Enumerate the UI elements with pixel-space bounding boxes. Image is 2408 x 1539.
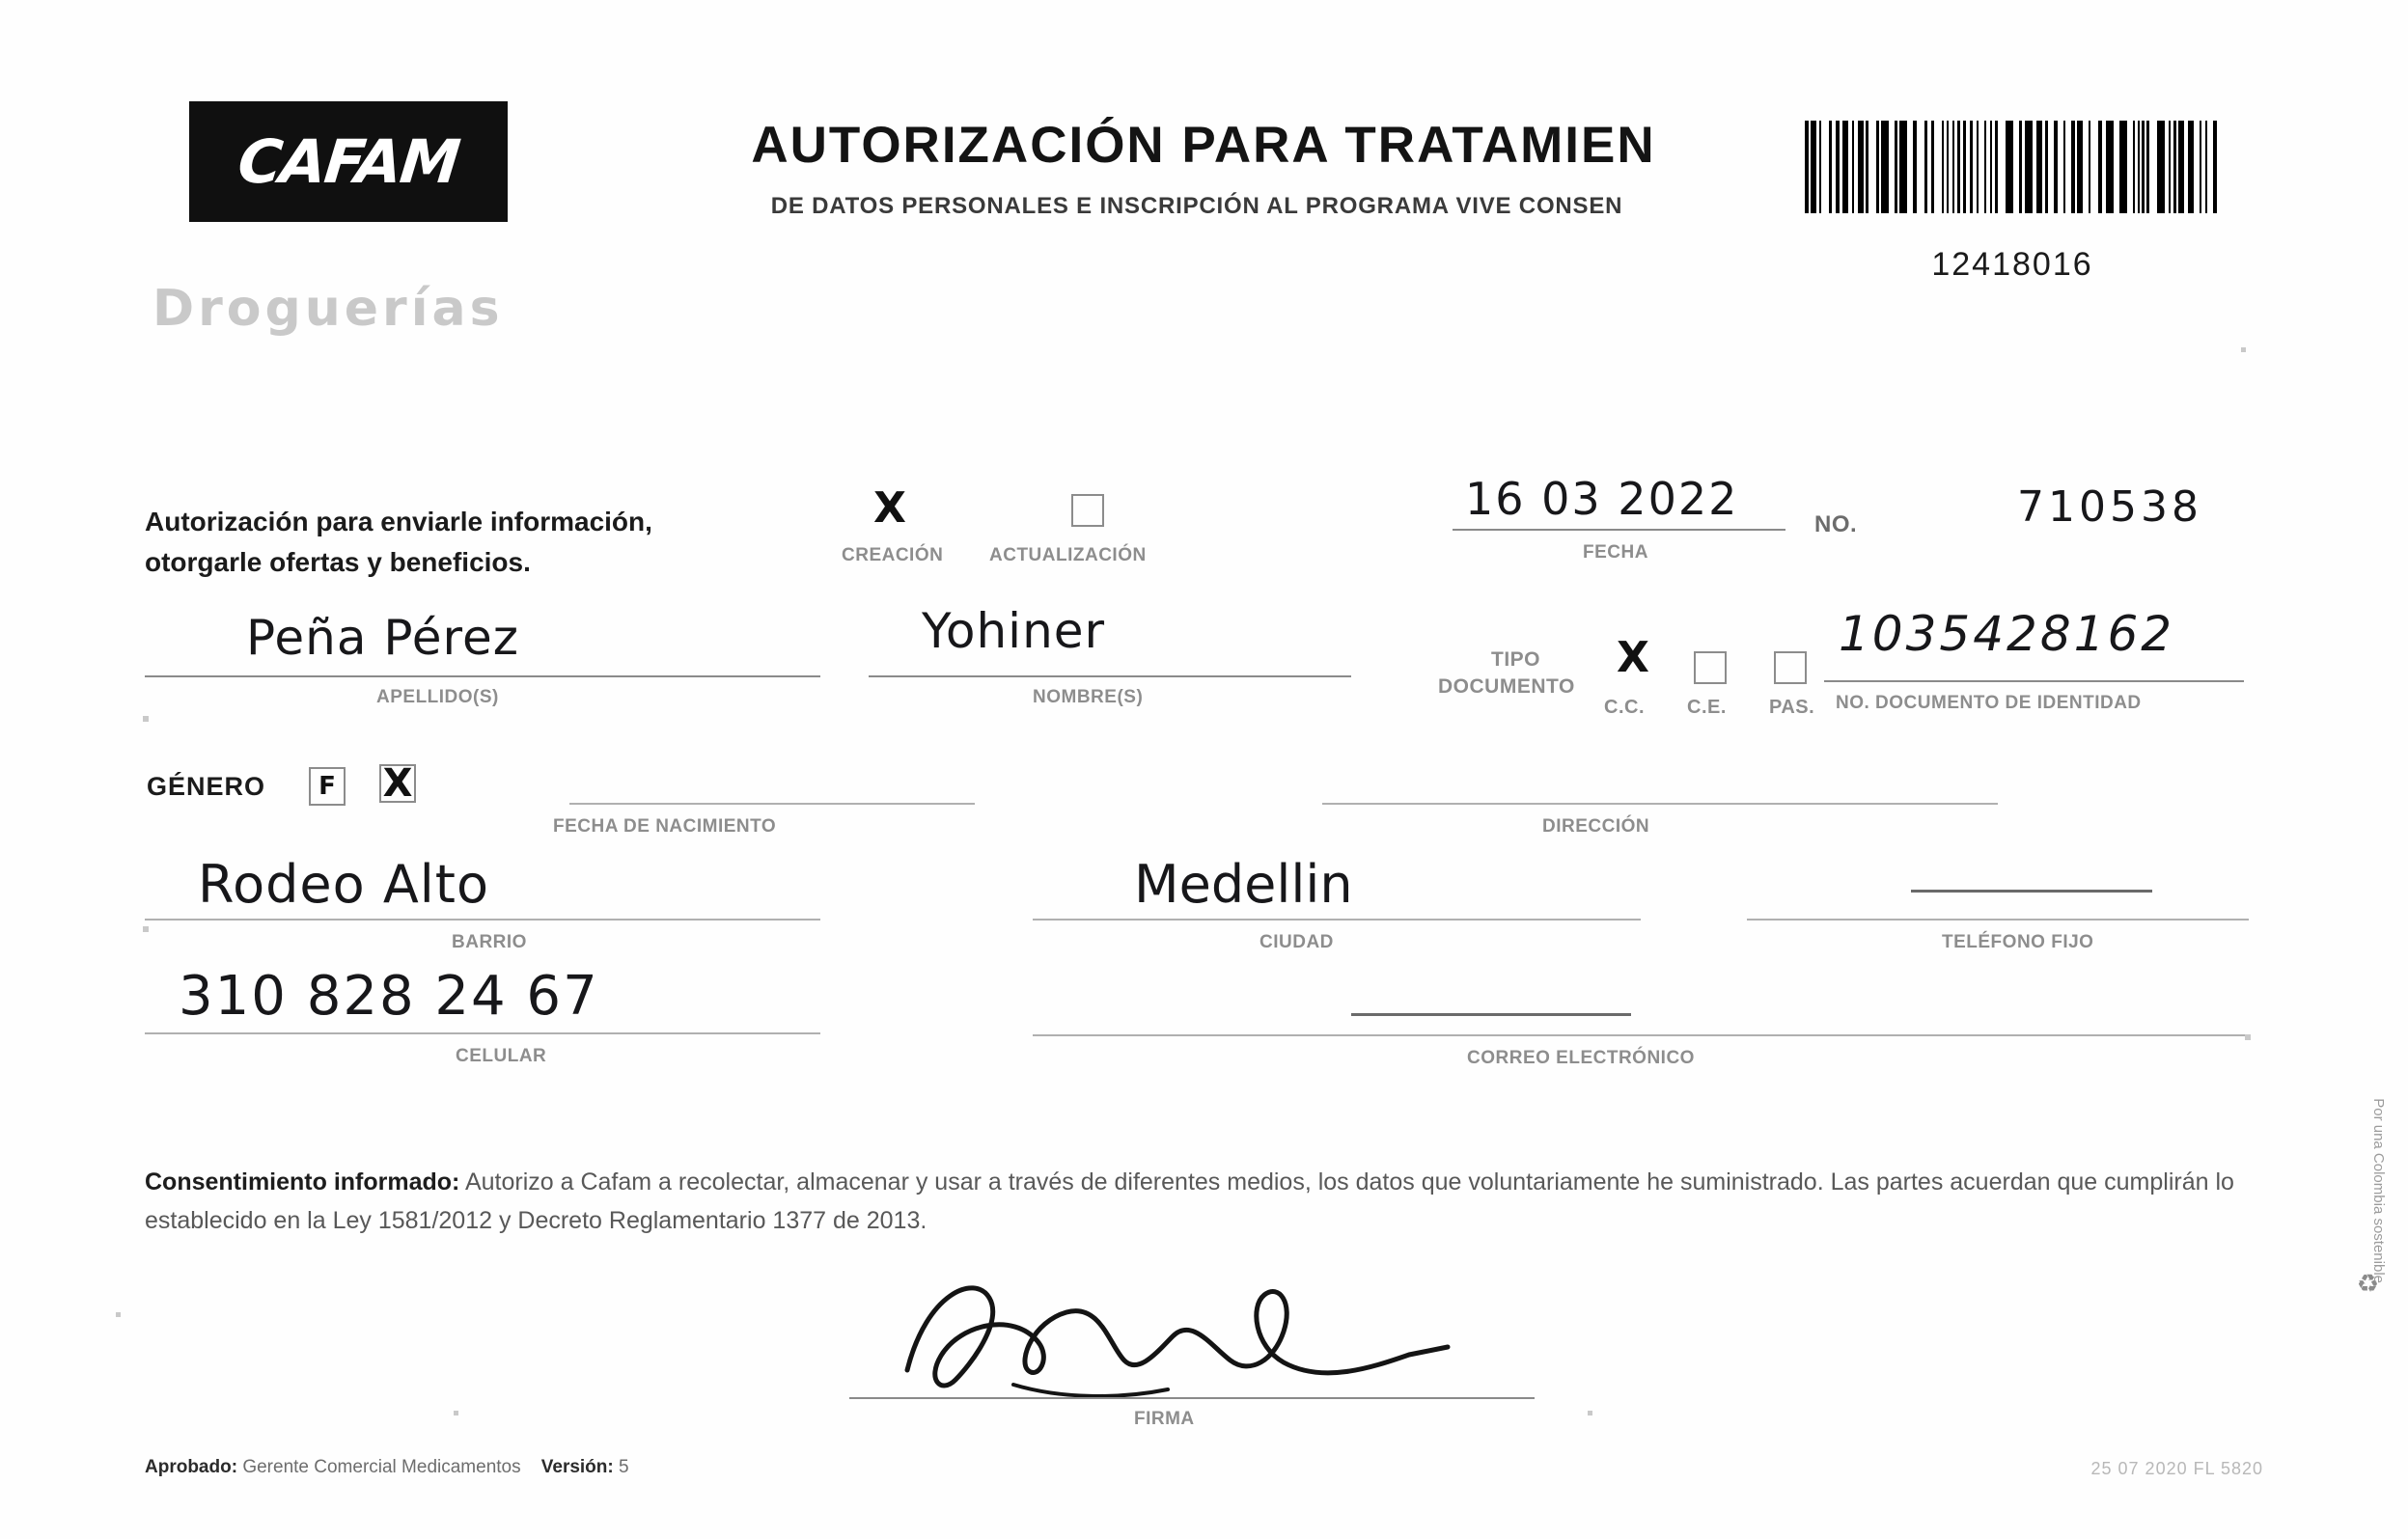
genero-m-checkbox[interactable] bbox=[379, 761, 416, 806]
documento-rule bbox=[1824, 680, 2244, 682]
footer-aprobado-label: Aprobado: bbox=[145, 1457, 238, 1477]
tipo-pas-label: PAS. bbox=[1769, 697, 1815, 718]
celular-value[interactable]: 310 828 24 67 bbox=[179, 965, 599, 1028]
tipo-cc-mark[interactable]: X bbox=[1617, 633, 1649, 682]
fecha-nacimiento-rule bbox=[569, 803, 975, 805]
creacion-label: CREACIÓN bbox=[842, 545, 944, 565]
correo-label: CORREO ELECTRÓNICO bbox=[1467, 1048, 1695, 1068]
consent-paragraph bbox=[145, 1163, 2239, 1240]
footer-code: 25 07 2020 FL 5820 bbox=[2090, 1459, 2263, 1478]
apellidos-label: APELLIDO(S) bbox=[376, 687, 499, 707]
scan-speck bbox=[143, 926, 149, 932]
telefono-fijo-strike bbox=[1911, 890, 2152, 893]
apellidos-rule bbox=[145, 675, 820, 677]
footer-aprobado-value: Gerente Comercial Medicamentos bbox=[242, 1457, 521, 1477]
barrio-label: BARRIO bbox=[452, 932, 527, 952]
cafam-logo-text: CAFAM bbox=[235, 126, 462, 197]
telefono-fijo-rule bbox=[1747, 919, 2249, 921]
scan-speck bbox=[454, 1411, 458, 1415]
barrio-value[interactable]: Rodeo Alto bbox=[198, 854, 489, 915]
consent-heading: Consentimiento informado: bbox=[145, 1168, 460, 1195]
ciudad-rule bbox=[1033, 919, 1641, 921]
footer-version-label: Versión: bbox=[540, 1457, 614, 1477]
footer-version-value: 5 bbox=[619, 1457, 629, 1477]
tipo-documento-label-2: DOCUMENTO bbox=[1438, 675, 1575, 698]
cafam-logo bbox=[189, 101, 508, 222]
fecha-rule bbox=[1453, 529, 1785, 531]
scan-speck bbox=[116, 1312, 121, 1317]
tipo-cc-label: C.C. bbox=[1604, 697, 1645, 718]
documento-value[interactable]: 1035428162 bbox=[1839, 606, 2175, 662]
footer-approval bbox=[145, 1457, 629, 1478]
sustainability-note: Por una Colombia sostenible bbox=[2370, 1098, 2387, 1283]
genero-m-mark: X bbox=[382, 761, 413, 806]
barcode-number: 12418016 bbox=[1931, 246, 2093, 283]
actualizacion-label: ACTUALIZACIÓN bbox=[989, 545, 1147, 565]
apellidos-value[interactable]: Peña Pérez bbox=[246, 610, 519, 666]
numero-value[interactable]: 710538 bbox=[2017, 482, 2202, 532]
genero-f-checkbox[interactable] bbox=[309, 767, 346, 806]
scan-speck bbox=[2245, 1034, 2251, 1040]
ciudad-value[interactable]: Medellin bbox=[1134, 854, 1353, 915]
barrio-rule bbox=[145, 919, 820, 921]
direccion-rule bbox=[1322, 803, 1998, 805]
nombres-rule bbox=[869, 675, 1351, 677]
correo-strike bbox=[1351, 1013, 1631, 1016]
scan-speck bbox=[143, 716, 149, 722]
authorization-prompt bbox=[145, 502, 652, 583]
barcode bbox=[1805, 121, 2220, 213]
document-title: AUTORIZACIÓN PARA TRATAMIEN bbox=[751, 117, 1656, 174]
actualizacion-checkbox[interactable] bbox=[1071, 494, 1104, 527]
direccion-label: DIRECCIÓN bbox=[1542, 816, 1650, 837]
document-subtitle: DE DATOS PERSONALES E INSCRIPCIÓN AL PROGRAMA VIVE CONSEN bbox=[770, 193, 1623, 219]
authorization-prompt-line1: Autorización para enviarle información, bbox=[145, 507, 652, 536]
tipo-ce-label: C.E. bbox=[1687, 697, 1727, 718]
telefono-fijo-label: TELÉFONO FIJO bbox=[1942, 932, 2094, 952]
tipo-pas-checkbox[interactable] bbox=[1774, 651, 1807, 684]
documento-label: NO. DOCUMENTO DE IDENTIDAD bbox=[1836, 693, 2142, 713]
fecha-value[interactable]: 16 03 2022 bbox=[1465, 473, 1739, 525]
consent-text-line1: Autorizo a Cafam a recolectar, almacenar y usar a través de diferentes medios, los datos que voluntariamente he bbox=[464, 1168, 1675, 1195]
scan-speck bbox=[2241, 347, 2246, 352]
nombres-label: NOMBRE(S) bbox=[1033, 687, 1144, 707]
droguerias-logo-text: Droguerías bbox=[152, 280, 504, 338]
firma-label: FIRMA bbox=[1134, 1409, 1195, 1429]
celular-label: CELULAR bbox=[456, 1046, 547, 1066]
genero-f-label: F bbox=[318, 772, 336, 801]
signature-drawing[interactable] bbox=[869, 1254, 1544, 1409]
celular-rule bbox=[145, 1032, 820, 1034]
fecha-nacimiento-label: FECHA DE NACIMIENTO bbox=[553, 816, 777, 837]
fecha-label: FECHA bbox=[1583, 542, 1648, 563]
tipo-documento-label-1: TIPO bbox=[1491, 648, 1541, 671]
consent-text-line2: suministrado. Las partes acuerdan que cumplirán lo establecido en la Ley 1581/2012 y Decreto Reglamentario 1377 de 2013. bbox=[145, 1168, 2234, 1234]
ciudad-label: CIUDAD bbox=[1259, 932, 1334, 952]
numero-label: NO. bbox=[1814, 511, 1858, 537]
scan-speck bbox=[1588, 1411, 1592, 1415]
authorization-prompt-line2: otorgarle ofertas y beneficios. bbox=[145, 547, 531, 577]
firma-rule bbox=[849, 1397, 1535, 1399]
tipo-ce-checkbox[interactable] bbox=[1694, 651, 1727, 684]
correo-rule bbox=[1033, 1034, 2249, 1036]
recycle-icon: ♻ bbox=[2356, 1269, 2379, 1298]
nombres-value[interactable]: Yohiner bbox=[922, 603, 1106, 659]
creacion-mark[interactable]: X bbox=[873, 483, 906, 533]
genero-label: GÉNERO bbox=[147, 772, 266, 801]
